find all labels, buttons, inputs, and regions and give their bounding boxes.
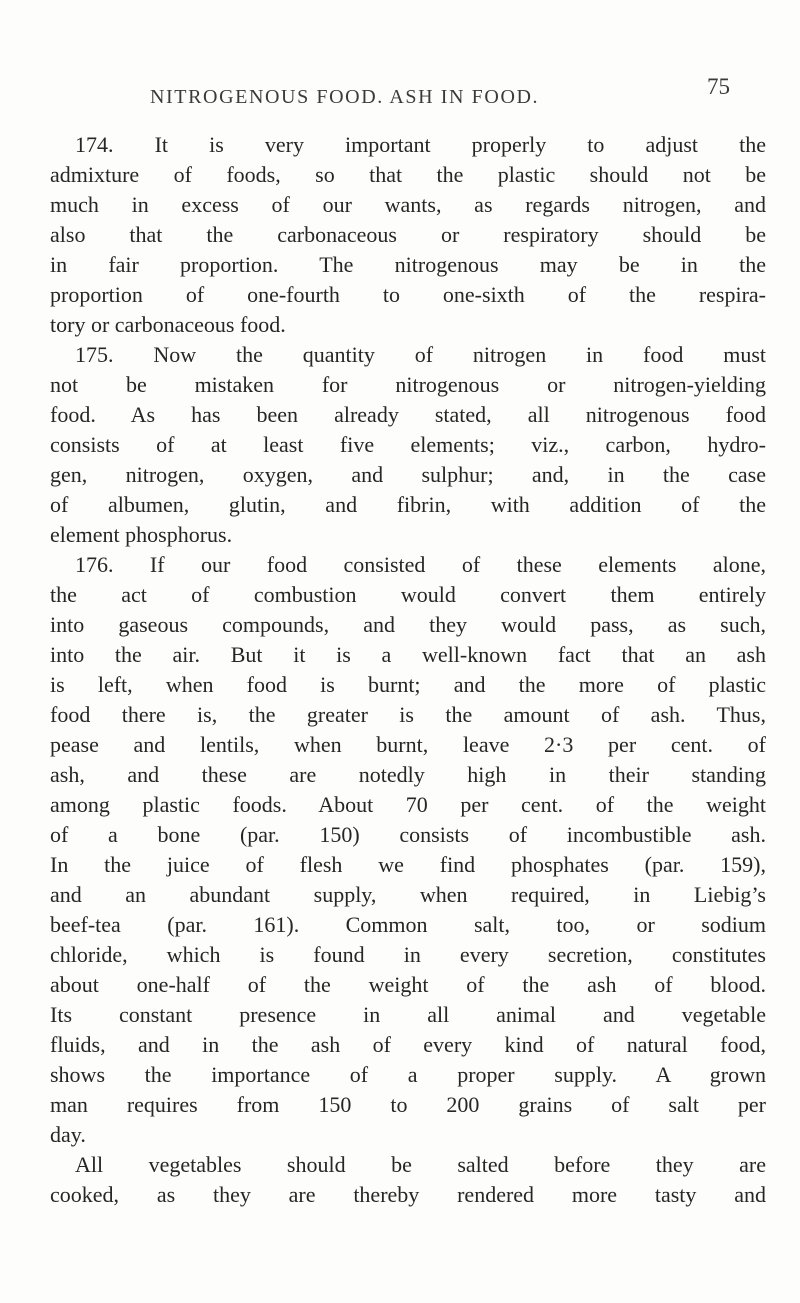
running-head-title: NITROGENOUS FOOD. ASH IN FOOD.	[150, 86, 540, 108]
text-line: 174. It is very important properly to adjust the	[75, 132, 766, 157]
text-line: gen, nitrogen, oxygen, and sulphur; and, in the case	[50, 462, 766, 487]
text-line: All vegetables should be salted before they are	[75, 1152, 766, 1177]
text-line: food there is, the greater is the amount of ash. Thus,	[50, 702, 766, 727]
text-line: element phosphorus.	[50, 522, 233, 547]
text-line: also that the carbonaceous or respiratory should be	[50, 222, 766, 247]
text-line: beef-tea (par. 161). Common salt, too, or sodium	[50, 912, 766, 937]
text-line: Its constant presence in all animal and vegetable	[50, 1002, 766, 1027]
text-line: cooked, as they are thereby rendered more tasty and	[50, 1182, 766, 1207]
text-line: 175. Now the quantity of nitrogen in food must	[75, 342, 766, 367]
text-line: food. As has been already stated, all nitrogenous food	[50, 402, 766, 427]
text-line: day.	[50, 1122, 86, 1147]
text-line: of albumen, glutin, and fibrin, with addition of the	[50, 492, 766, 517]
text-line: into the air. But it is a well-known fact that an ash	[50, 642, 766, 667]
body-text	[50, 130, 766, 1210]
text-line: of a bone (par. 150) consists of incombustible ash.	[50, 822, 766, 847]
text-line: chloride, which is found in every secretion, constitutes	[50, 942, 766, 967]
text-line: admixture of foods, so that the plastic should not be	[50, 162, 766, 187]
text-line: about one-half of the weight of the ash of blood.	[50, 972, 766, 997]
text-line: fluids, and in the ash of every kind of natural food,	[50, 1032, 766, 1057]
text-line: in fair proportion. The nitrogenous may be in the	[50, 252, 766, 277]
text-line: pease and lentils, when burnt, leave 2·3 per cent. of	[50, 732, 766, 757]
text-line: shows the importance of a proper supply. A grown	[50, 1062, 766, 1087]
text-line: is left, when food is burnt; and the more of plastic	[50, 672, 766, 697]
text-line: 176. If our food consisted of these elements alone,	[75, 552, 766, 577]
text-line: consists of at least five elements; viz., carbon, hydro-	[50, 432, 766, 457]
text-line: into gaseous compounds, and they would pass, as such,	[50, 612, 766, 637]
text-line: among plastic foods. About 70 per cent. of the weight	[50, 792, 766, 817]
page-number: 75	[707, 74, 730, 99]
text-line: proportion of one-fourth to one-sixth of the respira-	[50, 282, 766, 307]
text-line: not be mistaken for nitrogenous or nitrogen-yielding	[50, 372, 766, 397]
text-line: man requires from 150 to 200 grains of salt per	[50, 1092, 766, 1117]
text-line: the act of combustion would convert them entirely	[50, 582, 766, 607]
running-head	[150, 74, 750, 110]
text-line: ash, and these are notedly high in their standing	[50, 762, 766, 787]
text-line: and an abundant supply, when required, in Liebig’s	[50, 882, 766, 907]
text-line: tory or carbonaceous food.	[50, 312, 286, 337]
text-line: In the juice of flesh we find phosphates (par. 159),	[50, 852, 766, 877]
text-line: much in excess of our wants, as regards nitrogen, and	[50, 192, 766, 217]
